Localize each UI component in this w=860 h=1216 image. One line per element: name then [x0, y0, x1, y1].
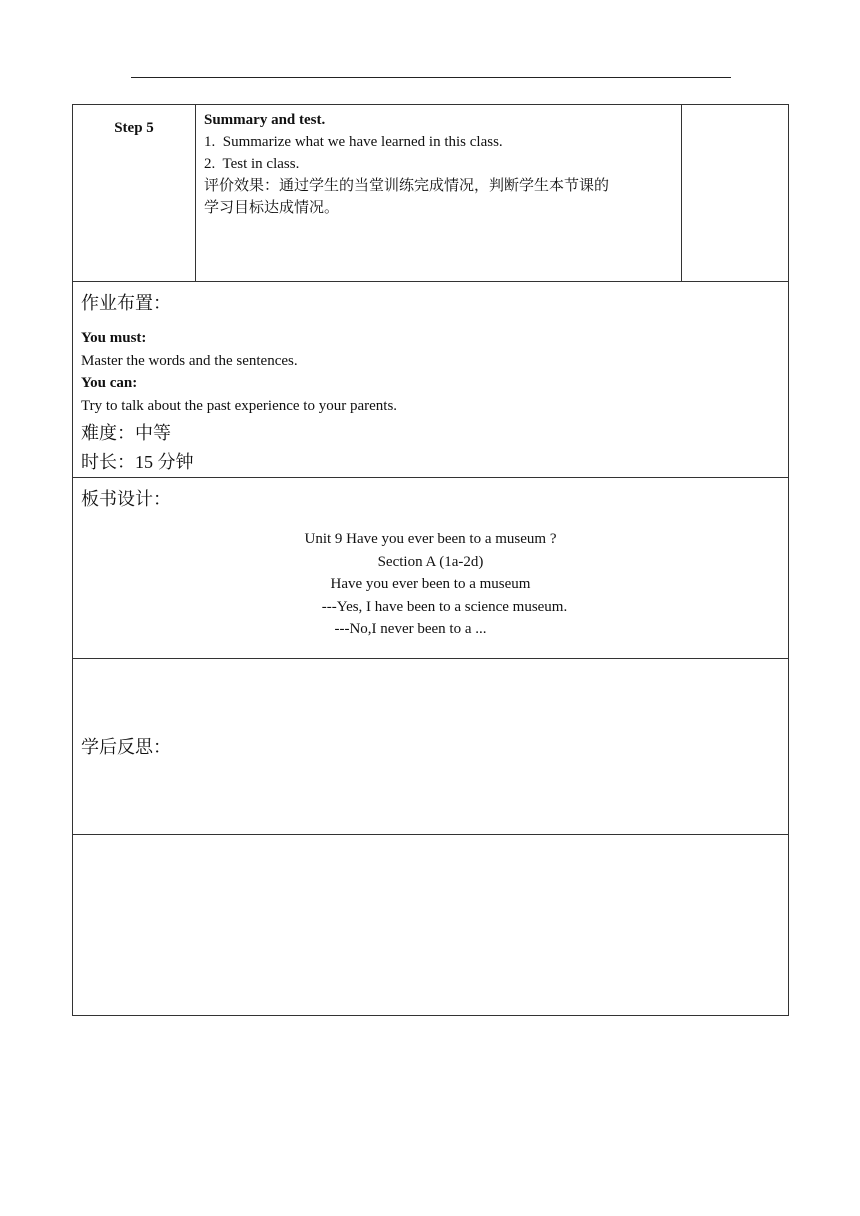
- evaluation-text: 学习目标达成情况。: [204, 200, 340, 216]
- step-item: 1. Summarize what we have learned in this class.: [204, 134, 503, 150]
- can-label: You can:: [81, 375, 138, 391]
- step-item: 2. Test in class.: [204, 156, 300, 172]
- homework-heading: 作业布置：: [81, 293, 171, 313]
- notes-cell: [682, 105, 789, 282]
- board-cell: [73, 478, 789, 659]
- board-line: Unit 9 Have you ever been to a museum ?: [304, 531, 557, 547]
- can-text: Try to talk about the past experience to your parents.: [81, 397, 398, 414]
- blank-row: [73, 835, 789, 1016]
- step-title: Summary and test.: [204, 112, 326, 128]
- homework-cell: [73, 282, 789, 478]
- duration: 时长：15 分钟: [81, 452, 194, 472]
- header-rule: [131, 77, 731, 78]
- step-label: Step 5: [73, 105, 196, 282]
- evaluation-text: 评价效果：通过学生的当堂训练完成情况，判断学生本节课的: [204, 178, 610, 194]
- reflection-row: [73, 659, 789, 835]
- board-line: Have you ever been to a museum: [330, 576, 531, 592]
- homework-row: [73, 282, 789, 478]
- difficulty: 难度：中等: [81, 423, 171, 443]
- must-text: Master the words and the sentences.: [81, 352, 298, 369]
- step-content: [196, 105, 682, 282]
- board-line: Section A (1a-2d): [377, 553, 484, 570]
- reflection-cell: [73, 659, 789, 835]
- board-line: ---Yes, I have been to a science museum.: [321, 598, 568, 615]
- must-label: You must:: [81, 330, 147, 346]
- board-content: [81, 512, 780, 641]
- board-line: ---No,I never been to a ...: [334, 621, 487, 637]
- board-heading: 板书设计：: [81, 489, 171, 509]
- lesson-plan-table: [72, 104, 789, 1016]
- board-row: [73, 478, 789, 659]
- reflection-heading: 学后反思：: [81, 736, 171, 757]
- blank-cell: [73, 835, 789, 1016]
- step5-row: [73, 105, 789, 282]
